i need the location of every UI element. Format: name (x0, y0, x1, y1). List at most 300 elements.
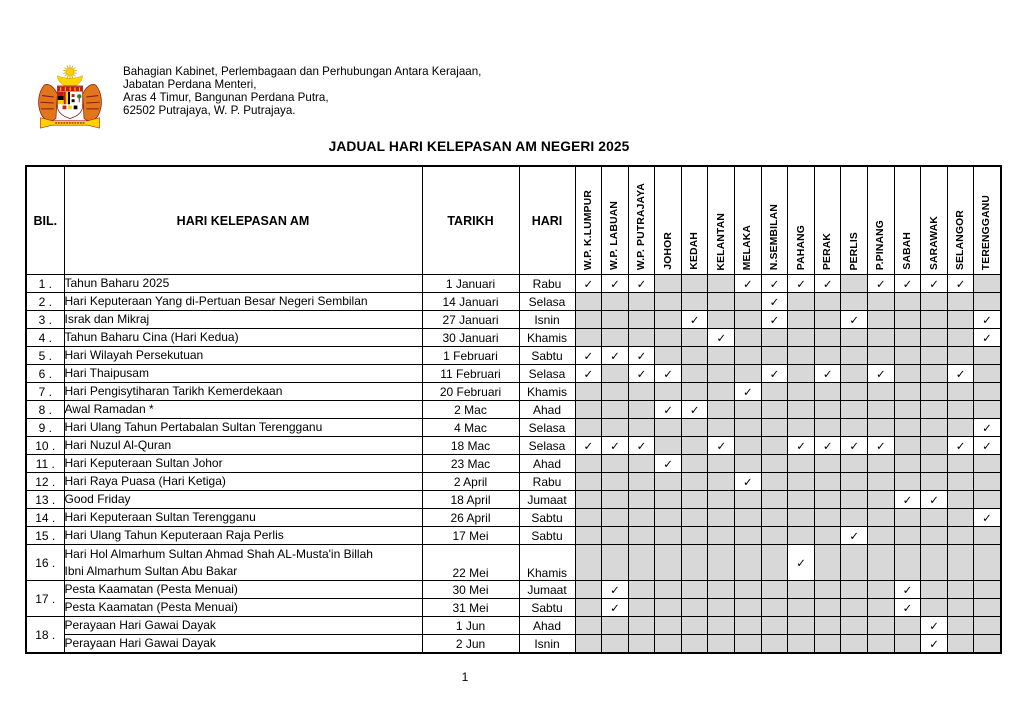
state-empty-cell (841, 599, 868, 617)
state-empty-cell (628, 617, 655, 635)
table-row (26, 329, 1001, 347)
state-empty-cell (602, 455, 629, 473)
state-empty-cell (841, 401, 868, 419)
state-empty-cell (894, 347, 921, 365)
state-check-cell: ✓ (921, 617, 948, 635)
bil-cell: 13 . (26, 491, 64, 509)
date-cell: 2 Jun (422, 635, 519, 654)
state-empty-cell (947, 455, 974, 473)
state-header-label: SELANGOR (955, 210, 967, 270)
table-row (26, 401, 1001, 419)
state-check-cell: ✓ (628, 437, 655, 455)
state-empty-cell (628, 527, 655, 545)
state-empty-cell (947, 401, 974, 419)
state-empty-cell (602, 617, 629, 635)
bil-column-header: BIL. (26, 166, 64, 275)
state-empty-cell (602, 509, 629, 527)
state-check-cell: ✓ (921, 275, 948, 293)
state-empty-cell (575, 527, 602, 545)
state-empty-cell (708, 275, 735, 293)
state-check-cell: ✓ (681, 401, 708, 419)
holiday-name-cell: Good Friday (64, 491, 422, 509)
state-check-cell: ✓ (735, 383, 762, 401)
state-empty-cell (735, 401, 762, 419)
table-row (26, 275, 1001, 293)
page-number: 1 (461, 670, 469, 684)
state-empty-cell (921, 545, 948, 581)
state-header-label: PAHANG (795, 224, 807, 270)
state-empty-cell (735, 311, 762, 329)
state-empty-cell (761, 455, 788, 473)
state-empty-cell (841, 293, 868, 311)
bil-cell: 10 . (26, 437, 64, 455)
state-empty-cell (947, 311, 974, 329)
state-empty-cell (602, 473, 629, 491)
state-check-cell: ✓ (602, 599, 629, 617)
state-empty-cell (708, 581, 735, 599)
holiday-name-cell: Hari Ulang Tahun Keputeraan Raja Perlis (64, 527, 422, 545)
state-empty-cell (894, 617, 921, 635)
state-column-header (735, 166, 762, 275)
state-empty-cell (735, 437, 762, 455)
date-cell: 18 April (422, 491, 519, 509)
state-header-label: KEDAH (689, 232, 701, 270)
state-empty-cell (894, 473, 921, 491)
state-empty-cell (708, 491, 735, 509)
state-empty-cell (868, 347, 895, 365)
state-empty-cell (841, 419, 868, 437)
state-empty-cell (655, 275, 682, 293)
state-check-cell: ✓ (655, 401, 682, 419)
state-empty-cell (814, 545, 841, 581)
day-cell: Khamis (519, 383, 575, 401)
state-empty-cell (814, 635, 841, 654)
day-cell: Sabtu (519, 347, 575, 365)
table-row (26, 383, 1001, 401)
state-empty-cell (921, 329, 948, 347)
state-empty-cell (894, 455, 921, 473)
day-cell: Jumaat (519, 491, 575, 509)
bil-cell: 18 . (26, 617, 64, 654)
table-row (26, 419, 1001, 437)
state-column-header (788, 166, 815, 275)
day-cell: Khamis (519, 329, 575, 347)
state-column-header (947, 166, 974, 275)
state-empty-cell (814, 329, 841, 347)
state-empty-cell (974, 455, 1001, 473)
state-empty-cell (974, 347, 1001, 365)
state-empty-cell (681, 581, 708, 599)
state-column-header (681, 166, 708, 275)
state-empty-cell (681, 383, 708, 401)
table-header-row (26, 166, 1001, 275)
state-column-header (708, 166, 735, 275)
state-empty-cell (814, 455, 841, 473)
state-empty-cell (947, 329, 974, 347)
state-empty-cell (788, 383, 815, 401)
state-empty-cell (921, 419, 948, 437)
state-empty-cell (575, 473, 602, 491)
address-line: 62502 Putrajaya, W. P. Putrajaya. (123, 103, 296, 117)
state-empty-cell (974, 599, 1001, 617)
bil-cell: 14 . (26, 509, 64, 527)
day-cell: Selasa (519, 293, 575, 311)
state-empty-cell (868, 293, 895, 311)
state-empty-cell (841, 455, 868, 473)
holiday-name-cell: Pesta Kaamatan (Pesta Menuai) (64, 599, 422, 617)
day-cell: Ahad (519, 401, 575, 419)
state-check-cell: ✓ (974, 437, 1001, 455)
state-empty-cell (814, 509, 841, 527)
state-empty-cell (788, 293, 815, 311)
state-empty-cell (761, 545, 788, 581)
holidays-table (25, 165, 1002, 654)
address-line: Jabatan Perdana Menteri, (123, 77, 257, 91)
state-empty-cell (788, 527, 815, 545)
table-row (26, 347, 1001, 365)
table-row (26, 599, 1001, 617)
state-header-label: KELANTAN (715, 212, 727, 270)
state-empty-cell (921, 401, 948, 419)
state-empty-cell (921, 599, 948, 617)
state-empty-cell (894, 545, 921, 581)
state-empty-cell (947, 509, 974, 527)
date-cell: 30 Januari (422, 329, 519, 347)
state-empty-cell (628, 635, 655, 654)
state-empty-cell (575, 419, 602, 437)
state-empty-cell (708, 383, 735, 401)
bil-cell: 15 . (26, 527, 64, 545)
holiday-name-cell: Hari Ulang Tahun Pertabalan Sultan Terengganu (64, 419, 422, 437)
state-empty-cell (788, 599, 815, 617)
state-empty-cell (681, 293, 708, 311)
state-empty-cell (894, 329, 921, 347)
bil-cell: 9 . (26, 419, 64, 437)
state-empty-cell (735, 545, 762, 581)
bil-cell: 4 . (26, 329, 64, 347)
state-empty-cell (681, 455, 708, 473)
state-column-header (814, 166, 841, 275)
state-empty-cell (788, 509, 815, 527)
state-empty-cell (814, 347, 841, 365)
state-empty-cell (868, 545, 895, 581)
table-row (26, 545, 1001, 581)
state-column-header (921, 166, 948, 275)
state-empty-cell (575, 509, 602, 527)
state-empty-cell (681, 275, 708, 293)
state-check-cell: ✓ (655, 365, 682, 383)
table-row (26, 311, 1001, 329)
date-cell: 27 Januari (422, 311, 519, 329)
state-empty-cell (788, 365, 815, 383)
bil-cell: 17 . (26, 581, 64, 617)
state-empty-cell (655, 419, 682, 437)
state-empty-cell (894, 437, 921, 455)
state-empty-cell (708, 293, 735, 311)
address-line: Aras 4 Timur, Bangunan Perdana Putra, (123, 90, 329, 104)
state-empty-cell (947, 545, 974, 581)
state-empty-cell (761, 401, 788, 419)
day-cell: Ahad (519, 617, 575, 635)
state-empty-cell (788, 329, 815, 347)
table-row (26, 509, 1001, 527)
state-empty-cell (868, 581, 895, 599)
state-check-cell: ✓ (947, 275, 974, 293)
date-cell: 23 Mac (422, 455, 519, 473)
state-empty-cell (602, 545, 629, 581)
state-empty-cell (761, 635, 788, 654)
table-row (26, 473, 1001, 491)
holiday-name-cell: Perayaan Hari Gawai Dayak (64, 635, 422, 654)
state-check-cell: ✓ (974, 509, 1001, 527)
state-empty-cell (681, 419, 708, 437)
date-cell: 11 Februari (422, 365, 519, 383)
bil-cell: 16 . (26, 545, 64, 581)
state-empty-cell (655, 311, 682, 329)
state-header-label: N.SEMBILAN (768, 203, 780, 270)
state-empty-cell (761, 419, 788, 437)
holiday-name-cell: Hari Keputeraan Sultan Johor (64, 455, 422, 473)
state-empty-cell (708, 617, 735, 635)
day-cell: Rabu (519, 275, 575, 293)
state-empty-cell (735, 599, 762, 617)
state-check-cell: ✓ (761, 293, 788, 311)
state-empty-cell (655, 635, 682, 654)
state-empty-cell (628, 491, 655, 509)
table-row (26, 293, 1001, 311)
date-cell: 30 Mei (422, 581, 519, 599)
state-column-header (894, 166, 921, 275)
state-empty-cell (681, 473, 708, 491)
state-empty-cell (735, 329, 762, 347)
holiday-name-line: Ibni Almarhum Sultan Abu Bakar (64, 563, 238, 578)
state-check-cell: ✓ (708, 437, 735, 455)
state-empty-cell (628, 599, 655, 617)
bil-cell: 3 . (26, 311, 64, 329)
state-header-label: MELAKA (742, 224, 754, 270)
state-column-header (602, 166, 629, 275)
state-empty-cell (628, 329, 655, 347)
state-empty-cell (841, 329, 868, 347)
state-empty-cell (735, 365, 762, 383)
state-empty-cell (708, 599, 735, 617)
state-empty-cell (974, 635, 1001, 654)
state-empty-cell (947, 617, 974, 635)
state-check-cell: ✓ (735, 473, 762, 491)
state-empty-cell (575, 635, 602, 654)
state-empty-cell (894, 419, 921, 437)
table-row (26, 455, 1001, 473)
state-empty-cell (868, 527, 895, 545)
state-check-cell: ✓ (628, 275, 655, 293)
state-empty-cell (814, 419, 841, 437)
state-empty-cell (868, 617, 895, 635)
state-empty-cell (655, 617, 682, 635)
bil-cell: 11 . (26, 455, 64, 473)
state-empty-cell (681, 509, 708, 527)
state-empty-cell (735, 527, 762, 545)
state-empty-cell (974, 545, 1001, 581)
state-empty-cell (655, 383, 682, 401)
state-empty-cell (655, 527, 682, 545)
state-empty-cell (681, 617, 708, 635)
state-empty-cell (788, 491, 815, 509)
state-empty-cell (841, 491, 868, 509)
state-check-cell: ✓ (841, 437, 868, 455)
holiday-name-line: Hari Hol Almarhum Sultan Ahmad Shah AL-Musta'in Billah (64, 546, 373, 561)
state-check-cell: ✓ (575, 275, 602, 293)
state-header-label: PERAK (822, 232, 834, 270)
date-cell: 17 Mei (422, 527, 519, 545)
state-empty-cell (708, 473, 735, 491)
date-column-header: TARIKH (422, 166, 519, 275)
state-header-label: SABAH (901, 232, 913, 270)
state-empty-cell (868, 311, 895, 329)
day-cell: Sabtu (519, 527, 575, 545)
state-empty-cell (974, 275, 1001, 293)
state-empty-cell (841, 509, 868, 527)
state-empty-cell (628, 419, 655, 437)
state-empty-cell (761, 581, 788, 599)
state-empty-cell (575, 491, 602, 509)
state-empty-cell (735, 347, 762, 365)
state-check-cell: ✓ (814, 365, 841, 383)
state-empty-cell (788, 635, 815, 654)
day-cell: Isnin (519, 635, 575, 654)
state-empty-cell (868, 635, 895, 654)
state-empty-cell (814, 599, 841, 617)
state-empty-cell (894, 311, 921, 329)
state-empty-cell (947, 635, 974, 654)
state-empty-cell (681, 329, 708, 347)
state-empty-cell (655, 347, 682, 365)
state-empty-cell (761, 617, 788, 635)
state-check-cell: ✓ (602, 347, 629, 365)
date-cell: 1 Januari (422, 275, 519, 293)
state-empty-cell (761, 527, 788, 545)
state-column-header (628, 166, 655, 275)
state-empty-cell (708, 347, 735, 365)
bil-cell: 5 . (26, 347, 64, 365)
state-column-header (841, 166, 868, 275)
day-cell: Selasa (519, 437, 575, 455)
day-cell: Rabu (519, 473, 575, 491)
state-empty-cell (868, 491, 895, 509)
state-empty-cell (947, 293, 974, 311)
holiday-name-cell (64, 545, 422, 581)
state-empty-cell (894, 365, 921, 383)
state-empty-cell (655, 599, 682, 617)
state-check-cell: ✓ (602, 581, 629, 599)
state-check-cell: ✓ (868, 365, 895, 383)
state-empty-cell (788, 455, 815, 473)
state-empty-cell (602, 329, 629, 347)
state-empty-cell (761, 383, 788, 401)
state-empty-cell (602, 311, 629, 329)
day-cell: Sabtu (519, 509, 575, 527)
state-check-cell: ✓ (575, 347, 602, 365)
state-empty-cell (655, 545, 682, 581)
state-empty-cell (575, 617, 602, 635)
state-empty-cell (602, 491, 629, 509)
state-empty-cell (788, 311, 815, 329)
page-title: JADUAL HARI KELEPASAN AM NEGERI 2025 (328, 139, 630, 154)
state-check-cell: ✓ (974, 329, 1001, 347)
state-empty-cell (681, 491, 708, 509)
state-empty-cell (575, 545, 602, 581)
state-empty-cell (788, 617, 815, 635)
state-column-header (974, 166, 1001, 275)
table-row (26, 617, 1001, 635)
state-check-cell: ✓ (814, 437, 841, 455)
state-empty-cell (761, 437, 788, 455)
state-empty-cell (974, 491, 1001, 509)
day-cell: Isnin (519, 311, 575, 329)
state-empty-cell (788, 419, 815, 437)
date-cell: 20 Februari (422, 383, 519, 401)
date-cell: 2 Mac (422, 401, 519, 419)
state-empty-cell (921, 527, 948, 545)
table-row (26, 581, 1001, 599)
state-empty-cell (655, 293, 682, 311)
state-check-cell: ✓ (788, 437, 815, 455)
state-empty-cell (974, 365, 1001, 383)
state-empty-cell (602, 635, 629, 654)
state-empty-cell (814, 527, 841, 545)
state-empty-cell (655, 437, 682, 455)
state-empty-cell (628, 311, 655, 329)
state-empty-cell (708, 527, 735, 545)
state-empty-cell (788, 347, 815, 365)
state-empty-cell (735, 581, 762, 599)
state-empty-cell (761, 329, 788, 347)
state-empty-cell (681, 527, 708, 545)
state-empty-cell (921, 509, 948, 527)
holiday-column-header: HARI KELEPASAN AM (64, 166, 422, 275)
day-cell: Jumaat (519, 581, 575, 599)
state-empty-cell (894, 527, 921, 545)
holiday-name-cell: Perayaan Hari Gawai Dayak (64, 617, 422, 635)
state-check-cell: ✓ (735, 275, 762, 293)
state-empty-cell (761, 599, 788, 617)
state-column-header (761, 166, 788, 275)
state-empty-cell (602, 365, 629, 383)
state-empty-cell (921, 311, 948, 329)
state-empty-cell (628, 455, 655, 473)
state-empty-cell (735, 419, 762, 437)
date-cell: 14 Januari (422, 293, 519, 311)
state-empty-cell (814, 491, 841, 509)
state-empty-cell (681, 437, 708, 455)
state-empty-cell (947, 347, 974, 365)
state-empty-cell (708, 545, 735, 581)
bil-cell: 8 . (26, 401, 64, 419)
state-empty-cell (575, 401, 602, 419)
bil-cell: 1 . (26, 275, 64, 293)
table-row (26, 527, 1001, 545)
day-cell: Ahad (519, 455, 575, 473)
state-empty-cell (788, 581, 815, 599)
state-empty-cell (602, 527, 629, 545)
holiday-name-cell: Hari Thaipusam (64, 365, 422, 383)
state-empty-cell (655, 491, 682, 509)
state-empty-cell (841, 635, 868, 654)
state-empty-cell (921, 347, 948, 365)
state-empty-cell (974, 401, 1001, 419)
state-check-cell: ✓ (602, 437, 629, 455)
state-check-cell: ✓ (602, 275, 629, 293)
state-empty-cell (814, 293, 841, 311)
